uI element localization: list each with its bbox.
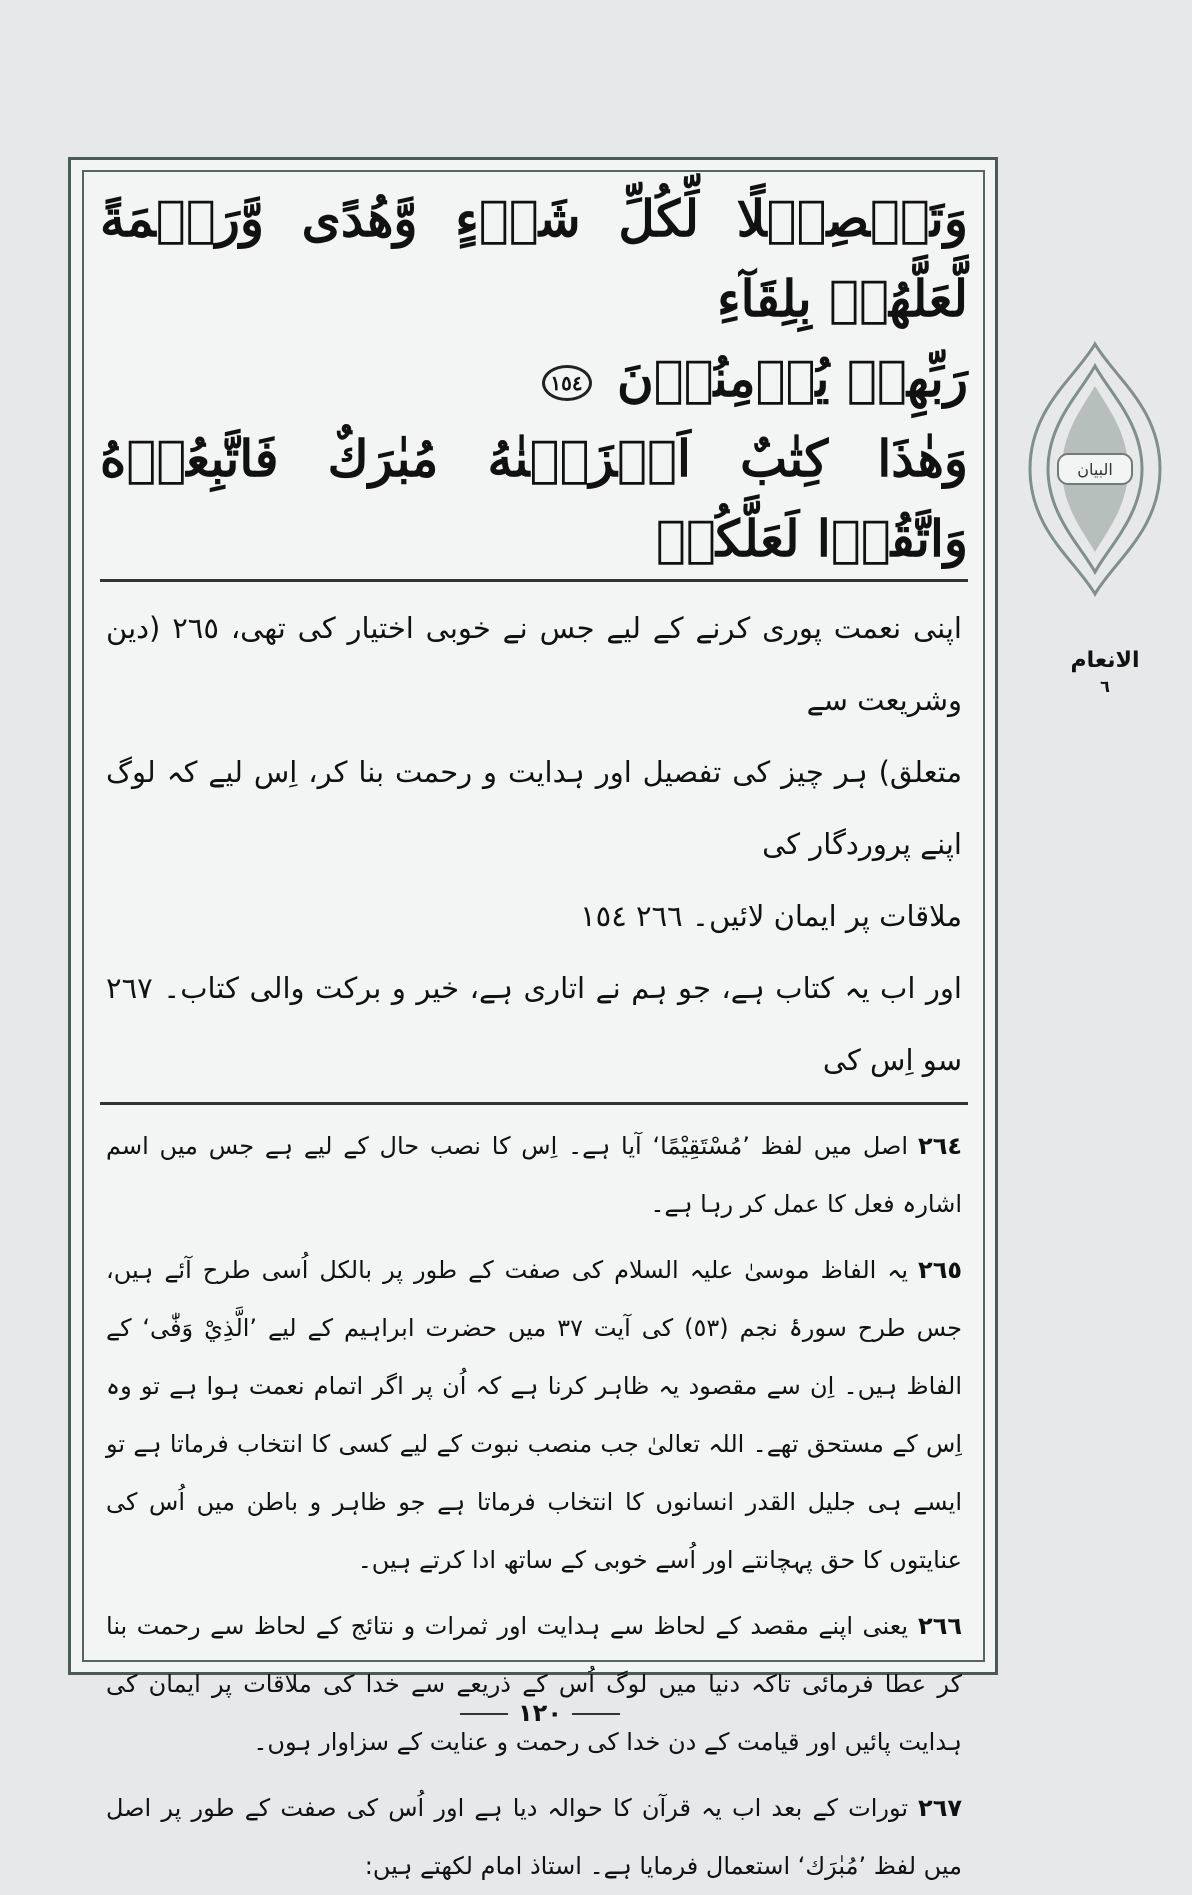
quran-line-1: وَتَفۡصِيۡلًا لِّكُلِّ شَىۡءٍ وَّهُدًى وَّرَحۡمَةً لَّعَلَّهُمۡ بِلِقَآءِ [100,189,968,328]
footnote [106,1117,962,1233]
footnote [106,1779,962,1895]
surah-number: ٦ [1100,677,1110,696]
quran-text-block [100,175,968,579]
surah-name: الانعام [1070,648,1140,673]
footnote-text: یعنی اپنے مقصد کے لحاظ سے ہدایت اور ثمرات و نتائج کے لحاظ سے رحمت بنا کر عطا فرمائی تاکہ دنیا میں لوگ اُس کے ذریعے سے خدا کی ملاقات پر ایمان کی ہدایت پائیں اور قیامت کے دن خدا کی رحمت و عنایت کے سزاوار ہوں۔ [106,1612,962,1756]
margin-ornament-icon [1020,338,1170,600]
footnote-number: ٢٦٤ [918,1132,962,1160]
translation-line-4: اور اب یہ کتاب ہے، جو ہم نے اتاری ہے، خیر و برکت والی کتاب۔ ٢٦٧ سو اِس کی [106,971,962,1077]
translation-line-1: اپنی نعمت پوری کرنے کے لیے جس نے خوبی اختیار کی تھی، ٢٦٥ (دین وشریعت سے [106,611,962,717]
translation-line-2: متعلق) ہر چیز کی تفصیل اور ہدایت و رحمت بنا کر، اِس لیے کہ لوگ اپنے پروردگار کی [106,755,962,861]
quran-line-2 [100,339,968,419]
footnotes-block [100,1105,968,1895]
quran-line-2-text: رَبِّهِمۡ يُؤۡمِنُوۡنَ [616,349,968,408]
footnote [106,1597,962,1771]
footnote-text: یہ الفاظ موسیٰ علیہ السلام کی صفت کے طور پر بالکل اُسی طرح آئے ہیں، جس طرح سورۂ نجم (٥٣) کی آیت ٣٧ میں حضرت ابراہیم کے لیے ’الَّذِيْ وَفّٰى‘ کے الفاظ ہیں۔ اِن سے مقصود یہ ظاہر کرنا ہے کہ اُن پر اگر اتمام نعمت ہوا ہے تو وہ اِس کے مستحق تھے۔ اللہ تعالیٰ جب منصب نبوت کے لیے کسی کا انتخاب فرماتا ہے تو ایسے ہی جلیل القدر انسانوں کا انتخاب فرماتا ہے جو ظاہر و باطن میں اُس کی عنایتوں کا حق پہچانتے اور اُسے خوبی کے ساتھ ادا کرتے ہیں۔ [106,1256,962,1574]
footnote-number: ٢٦٧ [918,1794,962,1822]
quran-line-3: وَهٰذَا كِتٰبٌ اَنۡزَلۡنٰهُ مُبٰرَكٌ فَاتَّبِعُوۡهُ وَاتَّقُوۡا لَعَلَّكُمۡ [100,429,968,568]
footnote-text: اصل میں لفظ ’مُسْتَقِيْمًا‘ آیا ہے۔ اِس کا نصب حال کے لیے ہے جس میں اسم اشارہ فعل کا عمل کر رہا ہے۔ [106,1132,962,1218]
ayah-number-marker: ١٥٤ [542,365,592,401]
footnote-text: تورات کے بعد اب یہ قرآن کا حوالہ دیا ہے اور اُس کی صفت کے طور پر اصل میں لفظ ’مُبٰرَك‘ استعمال فرمایا ہے۔ استاذ امام لکھتے ہیں: [106,1794,962,1880]
page-number: ١٢٠ [440,1699,640,1727]
footnote-number: ٢٦٥ [918,1256,962,1284]
surah-side-label [1065,648,1145,700]
footnote-number: ٢٦٦ [918,1612,962,1640]
translation-block [100,582,968,1102]
footnote [106,1241,962,1589]
ornament-label: البیان [1077,460,1113,479]
translation-line-3: ملاقات پر ایمان لائیں۔ ٢٦٦ ١٥٤ [580,899,962,933]
